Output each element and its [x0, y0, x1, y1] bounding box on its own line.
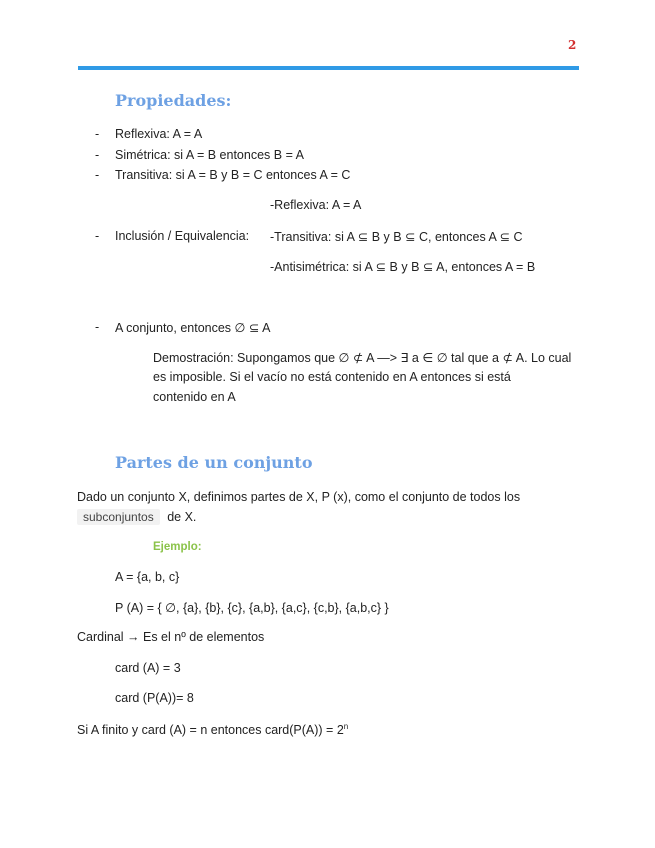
- example-label: Ejemplo:: [153, 541, 202, 553]
- empty-set-property: A conjunto, entonces ∅ ⊆ A: [115, 321, 271, 335]
- intro-line-2-suffix: de X.: [167, 510, 197, 524]
- set-a-definition: A = {a, b, c}: [115, 570, 180, 584]
- bullet-dash: -: [95, 229, 100, 243]
- bullet-dash: -: [95, 320, 100, 334]
- property-transitiva: Transitiva: si A = B y B = C entonces A = C: [115, 168, 351, 182]
- intro-line-1: Dado un conjunto X, definimos partes de X, P (x), como el conjunto de todos los: [77, 490, 521, 504]
- demo-line-3: contenido en A: [153, 390, 236, 404]
- card-pa: card (P(A))= 8: [115, 691, 194, 705]
- inclusion-transitiva: -Transitiva: si A ⊆ B y B ⊆ C, entonces A ⊆ C: [270, 230, 523, 244]
- finite-statement: [77, 722, 348, 737]
- inclusion-reflexiva: -Reflexiva: A = A: [270, 198, 362, 212]
- intro-line-2: [77, 510, 196, 524]
- finite-exponent: n: [343, 722, 349, 731]
- bullet-dash: -: [95, 148, 100, 162]
- power-set-definition: P (A) = { ∅, {a}, {b}, {c}, {a,b}, {a,c}, {c,b}, {a,b,c} }: [115, 601, 389, 615]
- demo-line-2: es imposible. Si el vacío no está contenido en A entonces si está: [153, 370, 511, 384]
- property-reflexiva: Reflexiva: A = A: [115, 127, 203, 141]
- inclusion-label: Inclusión / Equivalencia:: [115, 229, 250, 243]
- demo-line-1: Demostración: Supongamos que ∅ ⊄ A —> ∃ a ∈ ∅ tal que a ⊄ A. Lo cual: [153, 351, 572, 365]
- section-title-propiedades: Propiedades:: [115, 91, 232, 110]
- header-rule: [78, 66, 579, 70]
- property-simetrica: Simétrica: si A = B entonces B = A: [115, 148, 304, 162]
- page-number: 2: [568, 38, 577, 52]
- section-title-partes: Partes de un conjunto: [115, 453, 313, 472]
- bullet-dash: -: [95, 127, 100, 141]
- card-a: card (A) = 3: [115, 661, 181, 675]
- finite-statement-text: Si A finito y card (A) = n entonces card(P(A)) = 2: [77, 723, 344, 738]
- subconjuntos-chip: subconjuntos: [77, 509, 160, 525]
- bullet-dash: -: [95, 168, 100, 182]
- cardinal-definition: Cardinal → Es el nº de elementos: [77, 630, 265, 644]
- inclusion-antisimetrica: -Antisimétrica: si A ⊆ B y B ⊆ A, entonces A = B: [270, 260, 536, 274]
